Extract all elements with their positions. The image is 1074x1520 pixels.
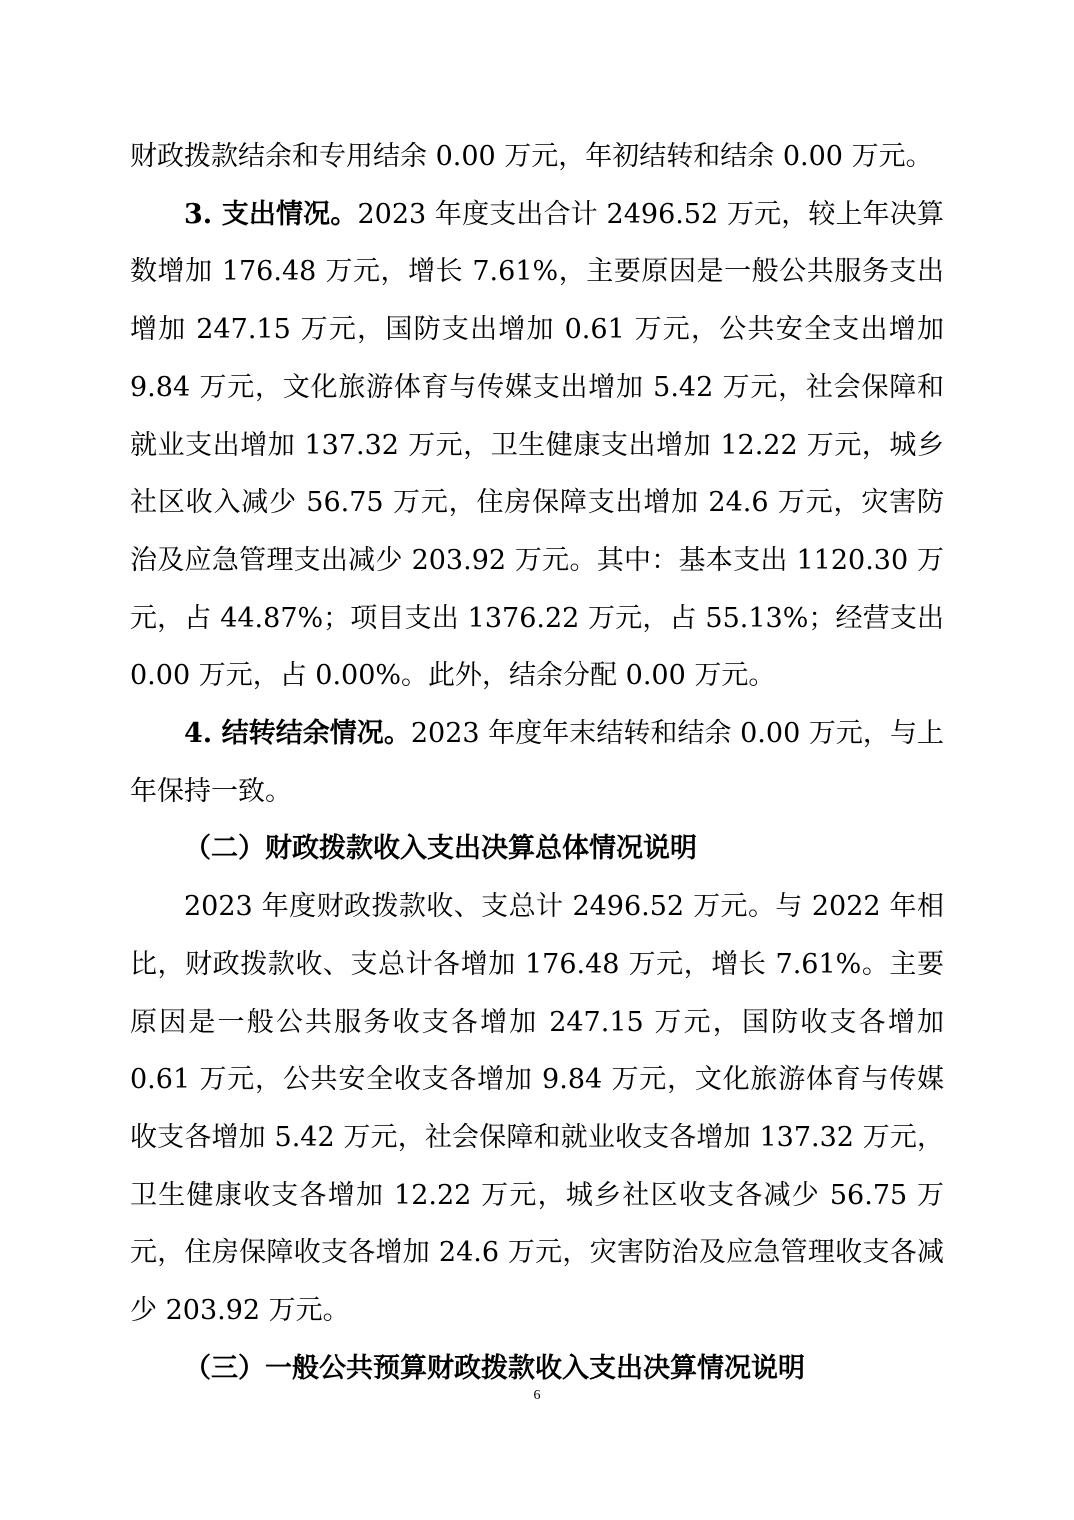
paragraph-lead-carryover: 4. 结转结余情况。 xyxy=(184,718,411,750)
section-heading-general-budget: （三）一般公共预算财政拨款收入支出决算情况说明 xyxy=(184,1352,805,1384)
paragraph-expenditure-text: 2023 年度支出合计 2496.52 万元，较上年决算数增加 176.48 万元，增长 7.61%，主要原因是一般公共服务支出增加 247.15 万元，国防支出增加 0.61 万元，公共安全支出增加 9.84 万元，文化旅游体育与传媒支出增加 5.42 万元，社会保障和就业支出增加 137.32 万元，卫生健康支出增加 12.22 万元，城乡社区收入减少 56.75 万元，住房保障支出增加 24.6 万元，灾害防治及应急管理支出减少 203.92 万元。其中：基本支出 1120.30 万元，占 44.87%；项目支出 1376.22 万元，占 55.13%；经营支出 0.00 万元，占 0.00%。此外，结余分配 0.00 万元。 xyxy=(130,198,944,692)
page-number: 6 xyxy=(533,1388,541,1403)
section-heading-fiscal-appropriation: （二）财政拨款收入支出决算总体情况说明 xyxy=(184,833,697,865)
paragraph-expenditure xyxy=(130,186,944,705)
paragraph-balance-carryover: 财政拨款结余和专用结余 0.00 万元，年初结转和结余 0.00 万元。 xyxy=(130,141,933,172)
paragraph-carryover-text: 2023 年度年末结转和结余 0.00 万元，与上年保持一致。 xyxy=(130,718,945,807)
paragraph-carryover xyxy=(130,705,944,820)
paragraph-lead-expenditure: 3. 支出情况。 xyxy=(184,198,358,230)
document-body xyxy=(130,128,944,1397)
paragraph-fiscal-appropriation: 2023 年度财政拨款收、支总计 2496.52 万元。与 2022 年相比，财政拨款收、支总计各增加 176.48 万元，增长 7.61%。主要原因是一般公共服务收支各增加 247.15 万元，国防收支各增加 0.61 万元，公共安全收支各增加 9.84 万元，文化旅游体育与传媒收支各增加 5.42 万元，社会保障和就业收支各增加 137.32 万元，卫生健康收支各增加 12.22 万元，城乡社区收支各减少 56.75 万元，住房保障收支各增加 24.6 万元，灾害防治及应急管理收支各减少 203.92 万元。 xyxy=(130,891,944,1327)
